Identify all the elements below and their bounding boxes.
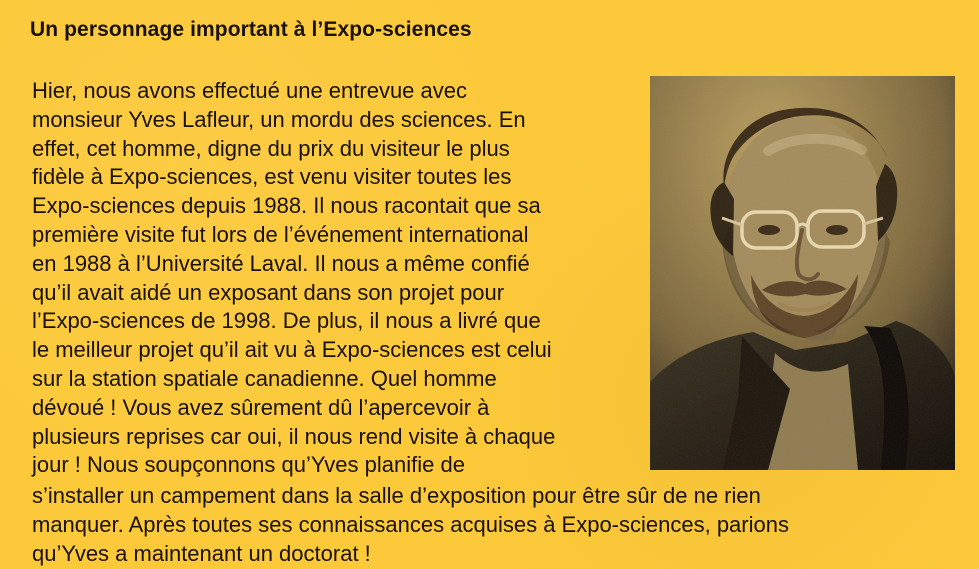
body-line: le meilleur projet qu’il ait vu à Expo-sciences est celui: [32, 337, 552, 363]
body-line: plusieurs reprises car oui, il nous rend visite à chaque: [32, 423, 556, 449]
article-title: Un personnage important à l’Expo-sciences: [30, 18, 472, 41]
body-line: s’installer un campement dans la salle d’exposition pour être sûr de ne rien: [32, 483, 761, 508]
portrait-photo: [650, 76, 955, 470]
body-line: Expo-sciences depuis 1988. Il nous racontait que sa: [32, 193, 541, 219]
body-line: l’Expo-sciences de 1998. De plus, il nous a livré que: [32, 308, 541, 334]
body-line: en 1988 à l’Université Laval. Il nous a même confié: [32, 250, 530, 276]
body-line: sur la station spatiale canadienne. Quel homme: [32, 365, 497, 391]
article-body-wide: [32, 482, 952, 568]
body-line: jour ! Nous soupçonnons qu’Yves planifie de: [32, 452, 465, 478]
body-line: dévoué ! Vous avez sûrement dû l’apercevoir à: [32, 394, 490, 420]
body-line: première visite fut lors de l’événement international: [32, 221, 529, 247]
body-line: monsieur Yves Lafleur, un mordu des sciences. En: [32, 106, 526, 132]
body-line: fidèle à Expo-sciences, est venu visiter toutes les: [32, 164, 512, 190]
body-line: qu’Yves a maintenant un doctorat !: [32, 540, 371, 566]
body-line: effet, cet homme, digne du prix du visiteur le plus: [32, 135, 510, 161]
article-body-narrow: [32, 77, 628, 480]
body-line: Hier, nous avons effectué une entrevue avec: [32, 78, 467, 103]
body-line: qu’il avait aidé un exposant dans son projet pour: [32, 279, 505, 305]
body-line: manquer. Après toutes ses connaissances acquises à Expo-sciences, parions: [32, 511, 789, 537]
